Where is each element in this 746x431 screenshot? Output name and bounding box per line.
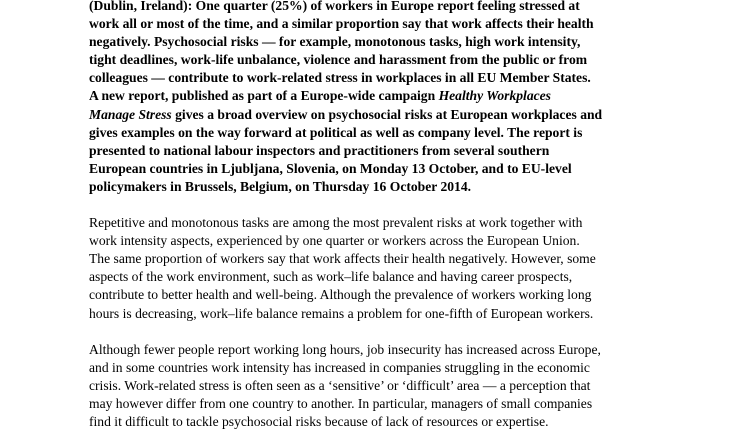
lead-paragraph: [89, 0, 739, 196]
body-paragraph-3: [89, 341, 739, 431]
text-line: [89, 87, 739, 105]
text-line: European countries in Ljubljana, Slovenia, on Monday 13 October, and to EU-level: [89, 160, 572, 176]
text-line: presented to national labour inspectors and practitioners from several southern: [89, 142, 550, 158]
text-line: tight deadlines, work-life unbalance, violence and harassment from the public or from: [89, 52, 588, 68]
text-segment: gives a broad overview on psychosocial risks at European workplaces and: [175, 106, 603, 122]
text-line: The same proportion of workers say that work affects their health negatively. However, some: [89, 251, 596, 267]
text-line: Repetitive and monotonous tasks are among the most prevalent risks at work together with: [89, 215, 583, 231]
text-line: negatively. Psychosocial risks — for example, monotonous tasks, high work intensity,: [89, 34, 581, 50]
text-line: work intensity aspects, experienced by one quarter or workers across the European Union.: [89, 233, 580, 249]
text-line: colleagues — contribute to work-related stress in workplaces in all EU Member States.: [89, 70, 591, 86]
text-line: may however differ from one country to another. In particular, managers of small companies: [89, 395, 593, 411]
text-line: Although fewer people report working long hours, job insecurity has increased across Europe,: [89, 341, 601, 357]
text-line: aspects of the work environment, such as work–life balance and having career prospects,: [89, 269, 573, 285]
text-line: gives examples on the way forward at political as well as company level. The report is: [89, 124, 583, 140]
text-segment: A new report, published as part of a Europe-wide campaign: [89, 88, 439, 104]
text-line: hours is decreasing, work–life balance remains a problem for one-fifth of European workers.: [89, 305, 594, 321]
text-line: policymakers in Brussels, Belgium, on Thursday 16 October 2014.: [89, 178, 472, 194]
body-paragraph-2: [89, 214, 739, 323]
document-page: [89, 0, 739, 431]
text-line: work all or most of the time, and a similar proportion say that work affects their health: [89, 16, 594, 32]
text-line: (Dublin, Ireland): One quarter (25%) of workers in Europe report feeling stressed at: [89, 0, 580, 13]
paragraph-spacer: [89, 196, 739, 214]
text-line: contribute to better health and well-being. Although the prevalence of workers working long: [89, 287, 592, 303]
text-line: and in some countries work intensity has increased in companies struggling in the economic: [89, 359, 590, 375]
campaign-name: Healthy Workplaces: [438, 88, 551, 104]
campaign-name: Manage Stress: [89, 106, 172, 122]
text-line: crisis. Work-related stress is often seen as a ‘sensitive’ or ‘difficult’ area — a perception that: [89, 377, 591, 393]
paragraph-spacer: [89, 323, 739, 341]
text-line: find it difficult to tackle psychosocial risks because of lack of resources or expertise.: [89, 413, 549, 429]
text-line: [89, 106, 739, 124]
